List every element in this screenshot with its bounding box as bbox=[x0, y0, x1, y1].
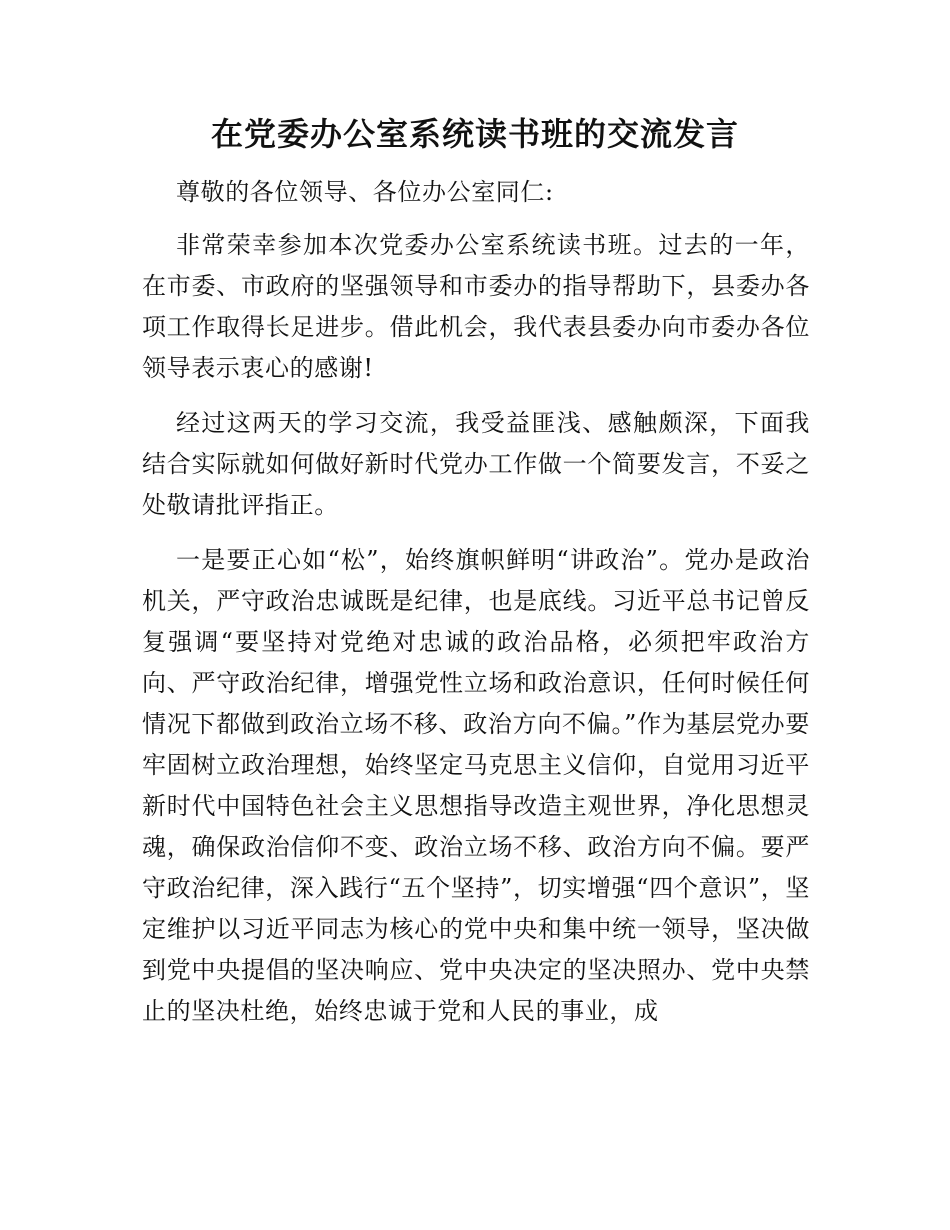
paragraph-3: 一是要正心如“松”，始终旗帜鲜明“讲政治”。党办是政治机关，严守政治忠诚既是纪律，也是底线。习近平总书记曾反复强调“要坚持对党绝对忠诚的政治品格，必须把牢政治方向、严守政治纪律，增强党性立场和政治意识，任何时候任何情况下都做到政治立场不移、政治方向不偏。”作为基层党办要牢固树立政治理想，始终坚定马克思主义信仰，自觉用习近平新时代中国特色社会主义思想指导改造主观世界，净化思想灵魂，确保政治信仰不变、政治立场不移、政治方向不偏。要严守政治纪律，深入践行“五个坚持”，切实增强“四个意识”，坚定维护以习近平同志为核心的党中央和集中统一领导，坚决做到党中央提倡的坚决响应、党中央决定的坚决照办、党中央禁止的坚决杜绝，始终忠诚于党和人民的事业，成 bbox=[142, 546, 810, 1025]
paragraph-1: 非常荣幸参加本次党委办公室系统读书班。过去的一年，在市委、市政府的坚强领导和市委办的指导帮助下，县委办各项工作取得长足进步。借此机会，我代表县委办向市委办各位领导表示衷心的感谢! bbox=[142, 231, 810, 382]
paragraph-2: 经过这两天的学习交流，我受益匪浅、感触颇深，下面我结合实际就如何做好新时代党办工作做一个简要发言，不妥之处敬请批评指正。 bbox=[142, 409, 810, 519]
document-title: 在党委办公室系统读书班的交流发言 bbox=[210, 115, 739, 153]
salutation: 尊敬的各位领导、各位办公室同仁: bbox=[176, 178, 554, 206]
document-body bbox=[142, 172, 810, 1046]
